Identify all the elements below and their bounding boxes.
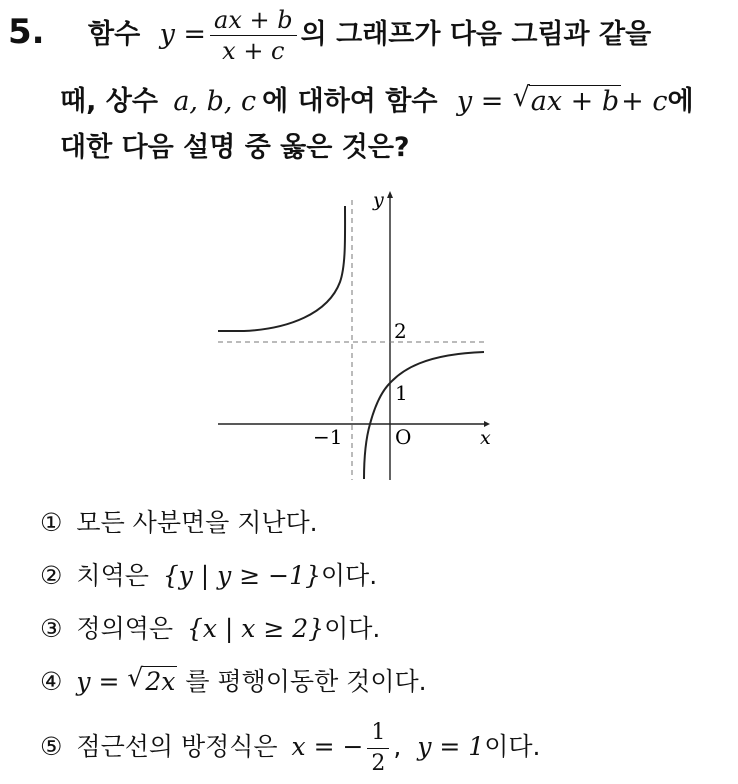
question-text: 함수: [88, 19, 141, 50]
equation-lhs: y =: [456, 86, 504, 117]
asymptote-y-value-label: 2: [394, 319, 407, 343]
choice-text: 이다.: [484, 732, 541, 761]
question-line-1: [88, 2, 651, 68]
y-axis-arrow: [387, 191, 393, 198]
y-intercept-label: 1: [395, 381, 408, 405]
choice-math: x = −: [291, 732, 364, 761]
choice-text: 치역은: [76, 561, 149, 590]
radical-sign: √: [127, 663, 144, 692]
question-line-2: [60, 82, 694, 122]
question-line-3: 대한 다음 설명 중 옳은 것은?: [60, 132, 410, 163]
choice-3[interactable]: [40, 611, 380, 647]
curve-left-branch: [218, 206, 345, 331]
choice-1[interactable]: [40, 505, 318, 541]
question-text: 때, 상수: [60, 86, 158, 117]
choice-separator: ,: [393, 732, 402, 761]
question-number: 5.: [8, 12, 45, 52]
choice-marker: ②: [40, 561, 63, 590]
choice-text: 를 평행이동한 것이다.: [185, 667, 427, 696]
rational-function-fraction: [210, 6, 297, 65]
choice-marker: ④: [40, 667, 63, 696]
choice-math: {x | x ≥ 2}: [186, 614, 325, 643]
choice-marker: ③: [40, 614, 63, 643]
x-axis-label: x: [480, 427, 491, 449]
equation-lhs: y =: [76, 667, 120, 696]
choice-5[interactable]: [40, 714, 540, 780]
choice-4[interactable]: [40, 662, 427, 702]
radical-sign: √: [512, 82, 530, 113]
y-axis-label: y: [373, 189, 384, 211]
fraction-numerator: ax + b: [210, 6, 297, 36]
asymptote-x-value-label: −1: [313, 425, 343, 449]
choice-math: y = 1: [417, 732, 485, 761]
sqrt-expression: [127, 662, 177, 702]
sqrt-expression: [513, 82, 621, 122]
function-graph: [210, 185, 510, 485]
choice-text: 점근선의 방정식은: [76, 732, 278, 761]
radicand: 2x: [145, 667, 176, 696]
question-text: 의 그래프가 다음 그림과 같을: [300, 19, 652, 50]
choice-text: 이다.: [320, 561, 378, 590]
question-text: 에: [667, 86, 694, 117]
radicand: ax + b: [530, 86, 620, 117]
fraction-denominator: 2: [371, 750, 386, 776]
plus-c: + c: [621, 86, 668, 117]
fraction-denominator: x + c: [222, 37, 285, 65]
choice-marker: ⑤: [40, 732, 63, 761]
choice-text: 정의역은: [76, 614, 174, 643]
choice-text: 모든 사분면을 지난다.: [76, 508, 318, 537]
equation-lhs: y =: [159, 19, 207, 50]
constants: a, b, c: [173, 86, 257, 117]
choice-2[interactable]: [40, 558, 377, 594]
choice-fraction: [367, 719, 389, 778]
question-text: 에 대하여 함수: [262, 86, 438, 117]
origin-label: O: [395, 425, 412, 449]
choice-marker: ①: [40, 508, 63, 537]
choice-math: {y | y ≥ −1}: [162, 561, 321, 590]
choice-text: 이다.: [324, 614, 381, 643]
fraction-numerator: 1: [367, 719, 389, 749]
curve-right-branch: [364, 352, 484, 479]
